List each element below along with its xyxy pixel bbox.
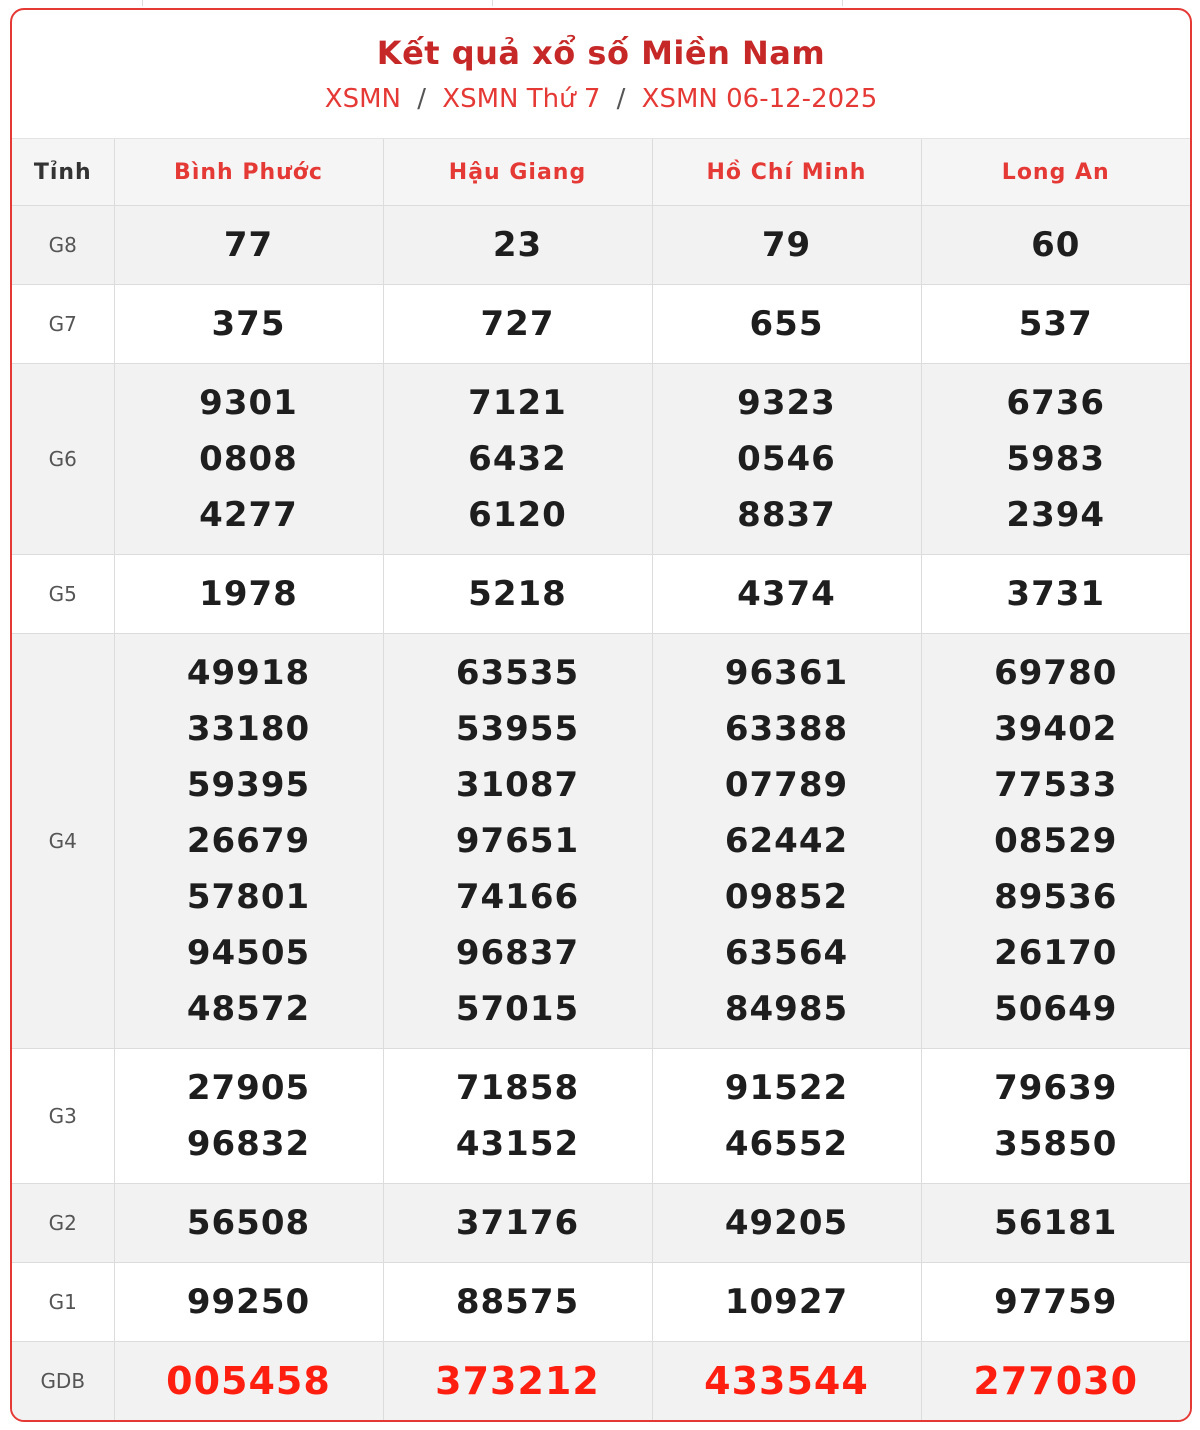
prize-number: 97759 [994,1282,1118,1322]
prize-number: 62442 [724,821,849,861]
prize-number: 94505 [186,933,311,973]
prize-number: 0546 [737,439,836,479]
prize-number: 537 [1018,304,1093,344]
result-cell [383,206,652,285]
prize-number: 77 [223,225,274,265]
prize-number: 26170 [994,933,1118,973]
prize-number: 08529 [994,821,1118,861]
prize-number: 2394 [1006,495,1106,535]
prize-number: 33180 [186,709,311,749]
prize-number: 56508 [186,1203,311,1243]
table-row [12,285,1190,364]
prize-label: GDB [12,1342,114,1421]
prize-label: G7 [12,285,114,364]
prize-number: 39402 [994,709,1118,749]
prize-number: 26679 [186,821,311,861]
prize-number: 375 [211,304,286,344]
result-cell [383,1342,652,1421]
result-cell [652,285,921,364]
prize-number: 7121 [468,383,567,423]
prize-number: 63388 [724,709,849,749]
table-header-row [12,139,1190,206]
province-header[interactable]: Bình Phước [114,139,383,206]
result-cell [921,1184,1190,1263]
prize-number: 43152 [455,1124,580,1164]
result-cell [114,1184,383,1263]
result-cell [383,634,652,1049]
prize-label: G2 [12,1184,114,1263]
prize-label: G1 [12,1263,114,1342]
prize-label: G5 [12,555,114,634]
prize-number: 5983 [1006,439,1106,479]
breadcrumb-link-xsmn[interactable]: XSMN [324,84,401,114]
results-header [12,10,1190,139]
result-cell [921,555,1190,634]
prize-number: 5218 [468,574,567,614]
prize-number: 8837 [737,495,836,535]
result-cell [921,206,1190,285]
result-cell [383,1049,652,1184]
breadcrumb-separator: / [616,84,626,114]
result-cell [114,285,383,364]
divider-stub [492,0,493,6]
special-prize-number: 277030 [973,1359,1139,1403]
prize-number: 96837 [455,933,580,973]
divider-stub [842,0,843,6]
province-column-label: Tỉnh [12,139,114,206]
prize-number: 57015 [455,989,580,1029]
result-cell [383,1184,652,1263]
prize-number: 79 [761,225,812,265]
result-cell [114,1342,383,1421]
prize-number: 6120 [468,495,567,535]
prize-number: 71858 [455,1068,580,1108]
prize-number: 655 [749,304,824,344]
table-row [12,1184,1190,1263]
result-cell [652,1263,921,1342]
result-cell [114,1049,383,1184]
result-cell [383,285,652,364]
result-cell [921,1263,1190,1342]
table-row [12,1263,1190,1342]
result-cell [383,555,652,634]
prize-number: 88575 [455,1282,580,1322]
table-row [12,1049,1190,1184]
province-header[interactable]: Hậu Giang [383,139,652,206]
breadcrumb-separator: / [417,84,426,114]
prize-number: 09852 [724,877,849,917]
prize-number: 23 [492,225,543,265]
table-row [12,364,1190,555]
prize-label: G8 [12,206,114,285]
result-cell [652,555,921,634]
result-cell [114,206,383,285]
prize-label: G6 [12,364,114,555]
province-header[interactable]: Long An [921,139,1190,206]
prize-number: 3731 [1006,574,1106,614]
lottery-results-card [10,8,1192,1422]
result-cell [383,364,652,555]
special-prize-number: 373212 [435,1359,600,1403]
prize-number: 53955 [455,709,580,749]
prize-number: 56181 [994,1203,1118,1243]
prize-number: 74166 [455,877,580,917]
prize-number: 97651 [455,821,580,861]
special-prize-number: 005458 [166,1359,331,1403]
divider-stub [142,0,143,6]
result-cell [652,634,921,1049]
prize-number: 07789 [724,765,849,805]
special-prize-number: 433544 [704,1359,869,1403]
prize-number: 63535 [455,653,580,693]
prize-number: 37176 [455,1203,580,1243]
results-table [12,139,1190,1420]
prize-number: 1978 [199,574,298,614]
prize-number: 63564 [724,933,849,973]
prize-number: 60 [1031,225,1081,265]
prize-label: G3 [12,1049,114,1184]
prize-number: 6432 [468,439,567,479]
prize-number: 57801 [186,877,311,917]
result-cell [921,634,1190,1049]
table-row [12,555,1190,634]
result-cell [921,285,1190,364]
top-divider-stubs [0,0,1200,6]
result-cell [921,364,1190,555]
prize-number: 99250 [186,1282,311,1322]
table-row [12,206,1190,285]
results-body [12,206,1190,1421]
prize-number: 31087 [455,765,580,805]
result-cell [921,1342,1190,1421]
result-cell [114,555,383,634]
prize-label: G4 [12,634,114,1049]
result-cell [114,364,383,555]
prize-number: 35850 [994,1124,1118,1164]
prize-number: 89536 [994,877,1118,917]
prize-number: 79639 [994,1068,1118,1108]
prize-number: 77533 [994,765,1118,805]
prize-number: 96832 [186,1124,311,1164]
breadcrumb [12,84,1190,114]
prize-number: 727 [480,304,555,344]
prize-number: 69780 [994,653,1118,693]
prize-number: 46552 [724,1124,849,1164]
result-cell [383,1263,652,1342]
prize-number: 91522 [724,1068,849,1108]
prize-number: 0808 [199,439,298,479]
prize-number: 9323 [737,383,836,423]
prize-number: 96361 [724,653,849,693]
result-cell [652,1342,921,1421]
prize-number: 48572 [186,989,311,1029]
prize-number: 27905 [186,1068,311,1108]
breadcrumb-link-xsmn-weekday[interactable]: XSMN Thứ 7 [442,84,601,114]
table-row [12,1342,1190,1421]
prize-number: 49205 [724,1203,849,1243]
breadcrumb-link-xsmn-date[interactable]: XSMN 06-12-2025 [641,84,878,114]
province-header[interactable]: Hồ Chí Minh [652,139,921,206]
result-cell [114,1263,383,1342]
table-row [12,634,1190,1049]
result-cell [652,206,921,285]
prize-number: 4277 [199,495,298,535]
result-cell [652,364,921,555]
result-cell [652,1184,921,1263]
prize-number: 9301 [199,383,298,423]
prize-number: 50649 [994,989,1118,1029]
prize-number: 59395 [186,765,311,805]
prize-number: 10927 [724,1282,849,1322]
prize-number: 6736 [1006,383,1106,423]
prize-number: 49918 [186,653,311,693]
prize-number: 84985 [724,989,849,1029]
result-cell [652,1049,921,1184]
result-cell [921,1049,1190,1184]
prize-number: 4374 [737,574,836,614]
page-title: Kết quả xổ số Miền Nam [376,34,826,72]
result-cell [114,634,383,1049]
